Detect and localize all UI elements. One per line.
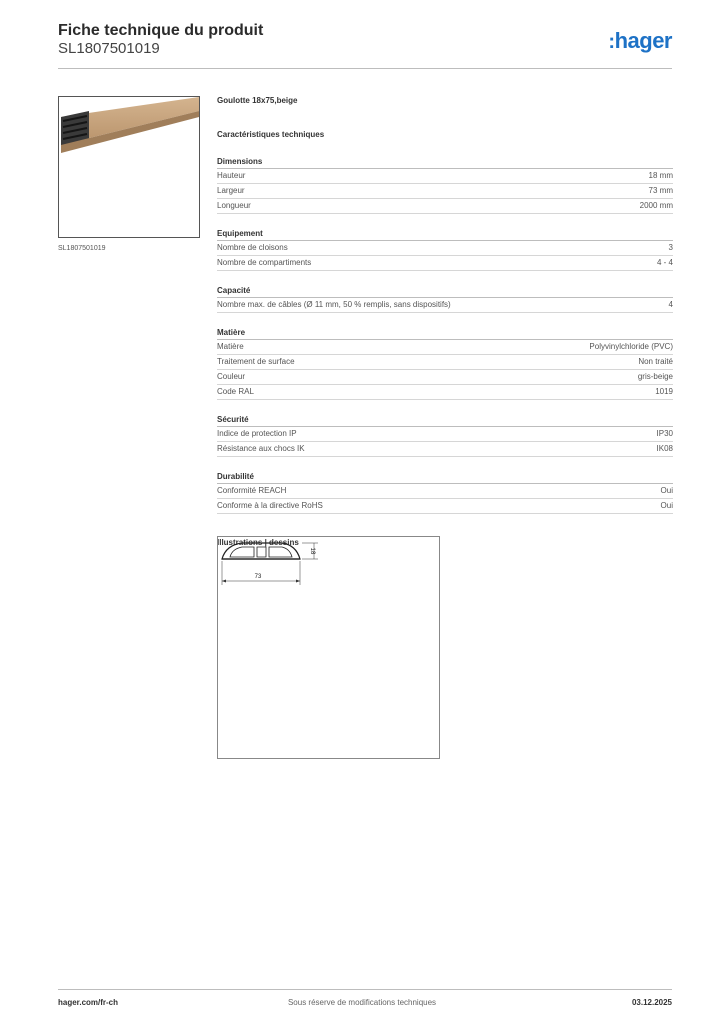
spec-value: 4 - 4 [656, 258, 673, 267]
spec-value: gris-beige [637, 372, 673, 381]
spec-label: Nombre de compartiments [217, 258, 312, 267]
spec-label: Traitement de surface [217, 357, 295, 366]
spec-value: 73 mm [648, 186, 673, 195]
image-caption: SL1807501019 [58, 245, 106, 252]
technical-drawing [217, 536, 440, 759]
spec-value: 18 mm [648, 171, 673, 180]
spec-group-safety [217, 414, 673, 457]
spec-row [217, 298, 673, 313]
spec-label: Conformité REACH [217, 486, 287, 495]
spec-value: Oui [660, 501, 673, 510]
spec-row [217, 442, 673, 457]
technical-characteristics-heading: Caractéristiques techniques [217, 130, 325, 139]
hager-logo [608, 28, 672, 54]
spec-label: Indice de protection IP [217, 429, 297, 438]
spec-row [217, 169, 673, 184]
spec-row [217, 184, 673, 199]
spec-row [217, 256, 673, 271]
width-dimension-label: 73 [254, 574, 262, 580]
group-title: Dimensions [217, 156, 673, 169]
spec-row [217, 484, 673, 499]
group-title: Equipement [217, 228, 673, 241]
spec-value: IP30 [656, 429, 673, 438]
spec-row [217, 499, 673, 514]
spec-label: Code RAL [217, 387, 254, 396]
spec-row [217, 199, 673, 214]
spec-label: Matière [217, 342, 244, 351]
spec-value: IK08 [656, 444, 673, 453]
header-divider [58, 68, 672, 69]
spec-group-capacity [217, 285, 673, 313]
height-dimension-label: 18 [309, 547, 315, 555]
spec-label: Nombre max. de câbles (Ø 11 mm, 50 % remplis, sans dispositifs) [217, 300, 451, 309]
spec-row [217, 427, 673, 442]
spec-row [217, 370, 673, 385]
spec-label: Conforme à la directive RoHS [217, 501, 323, 510]
product-reference: SL1807501019 [58, 40, 160, 57]
spec-value: Oui [660, 486, 673, 495]
spec-row [217, 355, 673, 370]
page-title: Fiche technique du produit [58, 22, 264, 39]
illustrations-heading: Illustrations | dessins [217, 538, 299, 547]
spec-value: Non traité [638, 357, 673, 366]
spec-value: 3 [668, 243, 673, 252]
spec-group-dimensions [217, 156, 673, 214]
group-title: Capacité [217, 285, 673, 298]
spec-group-material [217, 327, 673, 400]
spec-value: 2000 mm [639, 201, 673, 210]
spec-group-equipment [217, 228, 673, 271]
footer-website-link[interactable]: hager.com/fr-ch [58, 998, 119, 1007]
spec-label: Nombre de cloisons [217, 243, 288, 252]
spec-row [217, 241, 673, 256]
product-image [58, 96, 200, 238]
spec-label: Résistance aux chocs IK [217, 444, 305, 453]
group-title: Durabilité [217, 471, 673, 484]
spec-value: Polyvinylchloride (PVC) [589, 342, 673, 351]
spec-label: Hauteur [217, 171, 246, 180]
cross-section-drawing [218, 537, 439, 758]
specification-panel [217, 96, 673, 550]
spec-value: 1019 [655, 387, 673, 396]
group-title: Sécurité [217, 414, 673, 427]
spec-row [217, 340, 673, 355]
spec-label: Largeur [217, 186, 245, 195]
group-title: Matière [217, 327, 673, 340]
spec-value: 4 [668, 300, 673, 309]
spec-label: Longueur [217, 201, 251, 210]
product-name: Goulotte 18x75,beige [217, 96, 298, 105]
footer-divider [58, 989, 672, 990]
logo-text: hager [614, 28, 672, 53]
footer-disclaimer: Sous réserve de modifications techniques [287, 998, 437, 1007]
cable-duct-photo [59, 97, 199, 237]
spec-row [217, 385, 673, 400]
logo-colon: : [608, 31, 615, 53]
spec-group-durability [217, 471, 673, 514]
spec-label: Couleur [217, 372, 246, 381]
footer-date: 03.12.2025 [631, 998, 672, 1007]
